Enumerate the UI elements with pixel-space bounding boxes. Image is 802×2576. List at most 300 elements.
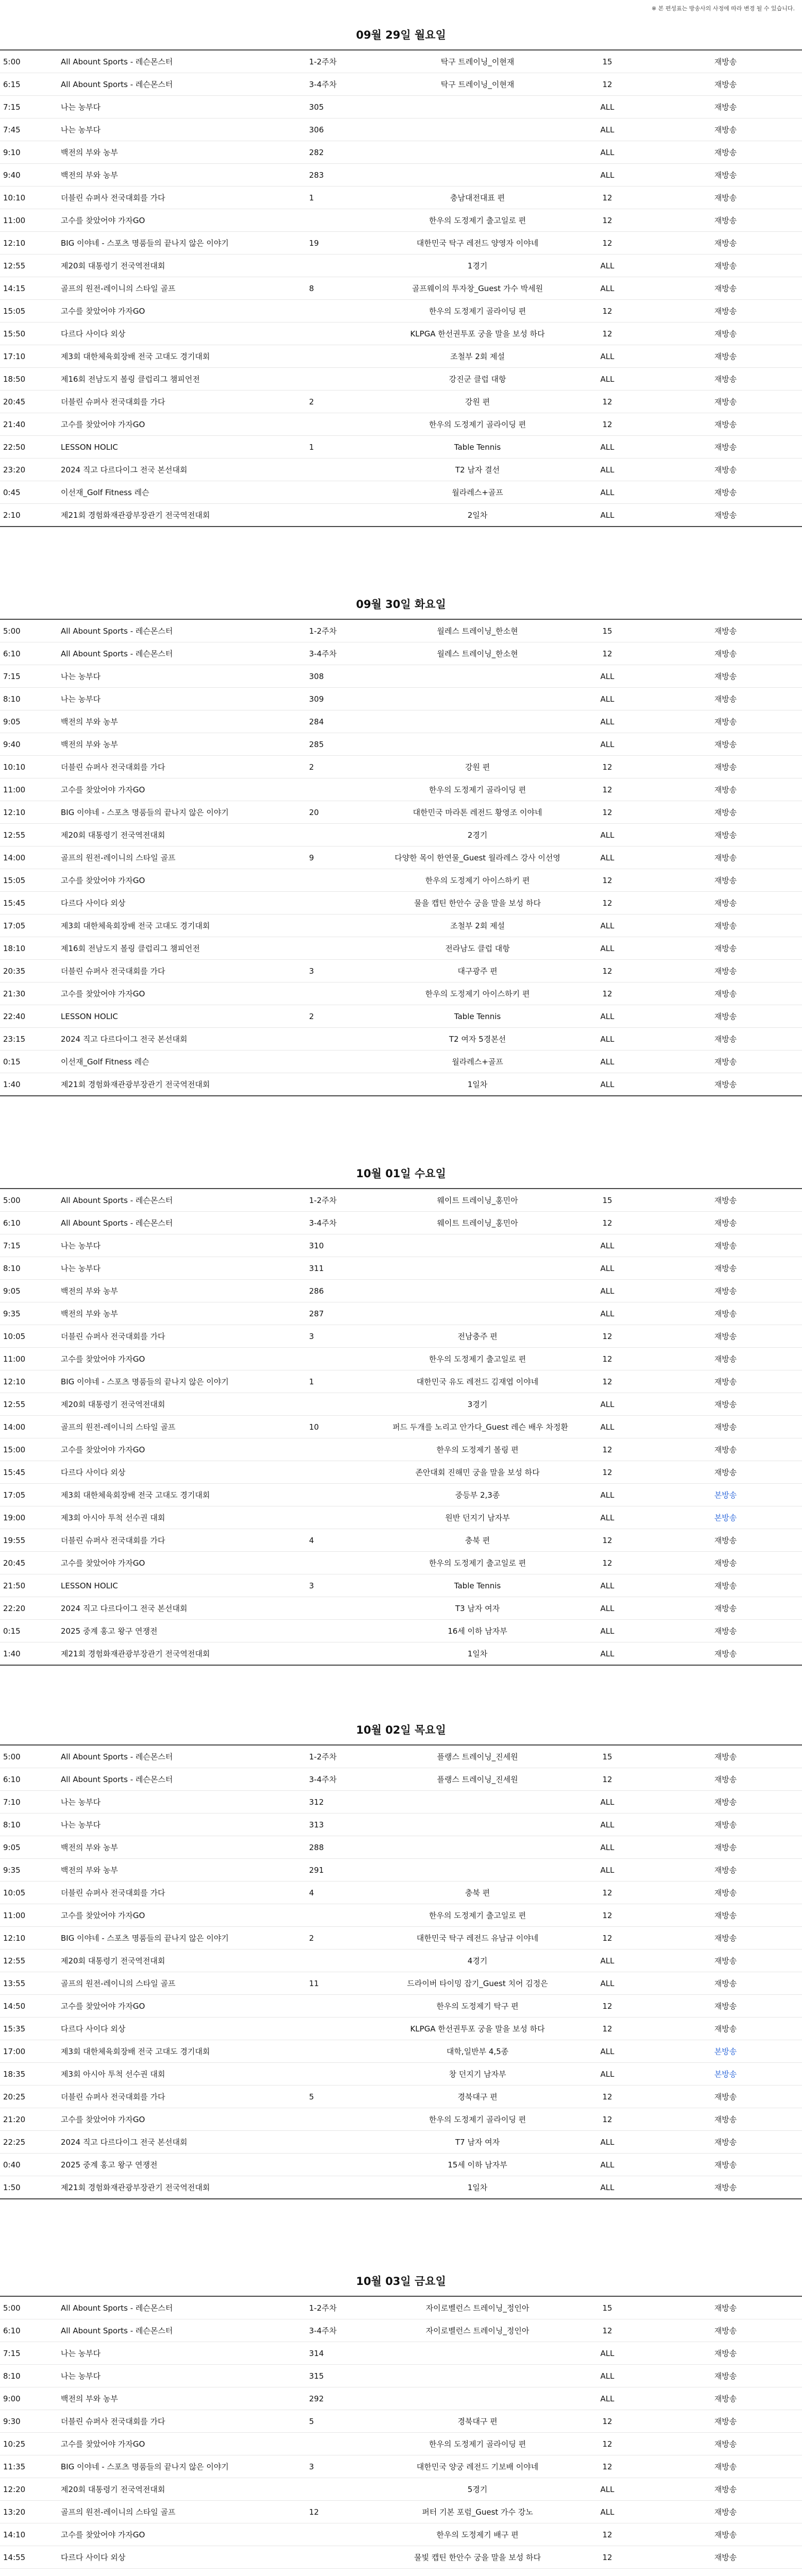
program-cell: 다르다 사이다 외상 xyxy=(58,323,306,345)
time-cell: 14:00 xyxy=(0,846,58,869)
time-cell: 15:00 xyxy=(0,1438,58,1461)
table-row xyxy=(0,436,802,459)
program-cell: 제16회 전남도지 볼링 클럽리그 챔피언전 xyxy=(58,368,306,391)
time-cell xyxy=(0,2569,58,2576)
rating-cell: 15 xyxy=(566,619,649,642)
episode-cell: 312 xyxy=(306,1791,389,1814)
rating-cell: ALL xyxy=(566,2478,649,2501)
time-cell: 21:20 xyxy=(0,2108,58,2131)
status-cell: 재방송 xyxy=(649,391,802,413)
subtitle-cell: 존안대회 진해민 궁을 말을 보성 하다 xyxy=(389,1461,566,1484)
day-title: 09월 29일 월요일 xyxy=(356,29,446,41)
subtitle-cell: T7 남자 여자 xyxy=(389,2131,566,2154)
rating-cell: ALL xyxy=(566,1574,649,1597)
episode-cell xyxy=(306,892,389,914)
time-cell: 6:10 xyxy=(0,642,58,665)
program-cell: All Abount Sports - 레슨몬스터 xyxy=(58,50,306,73)
episode-cell: 305 xyxy=(306,96,389,118)
subtitle-cell: 대구광주 편 xyxy=(389,960,566,982)
rating-cell: ALL xyxy=(566,1280,649,1302)
status-cell: 재방송 xyxy=(649,436,802,459)
subtitle-cell: 충남대전대표 편 xyxy=(389,187,566,209)
program-cell: 2025 중계 홍고 왕구 연쟁전 xyxy=(58,2154,306,2176)
time-cell: 15:05 xyxy=(0,300,58,323)
rating-cell: ALL xyxy=(566,2365,649,2387)
episode-cell xyxy=(306,2176,389,2199)
subtitle-cell xyxy=(389,1836,566,1859)
program-cell: LESSON HOLIC xyxy=(58,1005,306,1028)
status-cell: 재방송 xyxy=(649,1995,802,2018)
episode-cell xyxy=(306,2546,389,2569)
table-row xyxy=(0,1836,802,1859)
status-cell: 재방송 xyxy=(649,1370,802,1393)
table-row xyxy=(0,914,802,937)
status-cell: 재방송 xyxy=(649,118,802,141)
program-cell: 고수를 찾았어야 가자GO xyxy=(58,1904,306,1927)
time-cell: 23:15 xyxy=(0,1028,58,1050)
episode-cell: 313 xyxy=(306,1814,389,1836)
rating-cell: ALL xyxy=(566,1836,649,1859)
table-row xyxy=(0,710,802,733)
subtitle-cell xyxy=(389,1814,566,1836)
program-cell: 제21회 경험화재관광부장관기 전국역전대회 xyxy=(58,2176,306,2199)
time-cell: 10:25 xyxy=(0,2433,58,2455)
program-cell: 백전의 부와 농부 xyxy=(58,733,306,756)
table-row xyxy=(0,2523,802,2546)
episode-cell: 3 xyxy=(306,2455,389,2478)
program-cell: 고수를 찾았어야 가자GO xyxy=(58,869,306,892)
subtitle-cell xyxy=(389,1791,566,1814)
time-cell: 10:05 xyxy=(0,1882,58,1904)
program-cell: 2024 직고 다르다이그 전국 본선대회 xyxy=(58,459,306,481)
rating-cell: ALL xyxy=(566,1393,649,1416)
table-row xyxy=(0,937,802,960)
subtitle-cell: T2 여자 5경본선 xyxy=(389,1028,566,1050)
time-cell: 15:50 xyxy=(0,323,58,345)
program-cell: 골프의 원전-레이니의 스타일 골프 xyxy=(58,1416,306,1438)
subtitle-cell: 한우의 도정제기 골라이딩 편 xyxy=(389,413,566,436)
status-cell: 재방송 xyxy=(649,1597,802,1620)
program-cell: 나는 농부다 xyxy=(58,665,306,688)
time-cell: 1:50 xyxy=(0,2176,58,2199)
rating-cell: 15 xyxy=(566,2296,649,2319)
day-section xyxy=(0,1159,802,1666)
time-cell: 22:40 xyxy=(0,1005,58,1028)
table-row xyxy=(0,2387,802,2410)
program-cell: All Abount Sports - 레슨몬스터 xyxy=(58,2319,306,2342)
program-cell: 제20회 대통령기 전국역전대회 xyxy=(58,2478,306,2501)
status-cell: 재방송 xyxy=(649,710,802,733)
rating-cell: ALL xyxy=(566,1597,649,1620)
subtitle-cell: 한우의 도정제기 아이스하키 편 xyxy=(389,869,566,892)
schedule-table xyxy=(0,1188,802,1666)
program-cell: 2024 직고 다르다이그 전국 본선대회 xyxy=(58,1597,306,1620)
subtitle-cell: 전남충주 편 xyxy=(389,1325,566,1348)
rating-cell: ALL xyxy=(566,1814,649,1836)
program-cell: 백전의 부와 농부 xyxy=(58,164,306,187)
time-cell: 9:30 xyxy=(0,2410,58,2433)
status-cell: 재방송 xyxy=(649,869,802,892)
status-cell: 재방송 xyxy=(649,1745,802,1768)
program-cell: 제21회 경험화재관광부장관기 전국역전대회 xyxy=(58,1073,306,1096)
time-cell: 20:45 xyxy=(0,1552,58,1574)
status-cell: 본방송 xyxy=(649,1484,802,1506)
subtitle-cell: 한우의 도정제기 골라이딩 편 xyxy=(389,2108,566,2131)
status-cell: 재방송 xyxy=(649,1280,802,1302)
time-cell: 15:35 xyxy=(0,2018,58,2040)
subtitle-cell: 한우의 도정제기 골라이딩 편 xyxy=(389,2433,566,2455)
subtitle-cell: 강진군 클럽 대항 xyxy=(389,368,566,391)
table-row xyxy=(0,255,802,277)
subtitle-cell: 월레스 트레이닝_한소현 xyxy=(389,642,566,665)
status-cell: 재방송 xyxy=(649,937,802,960)
table-row xyxy=(0,1370,802,1393)
episode-cell: 1 xyxy=(306,187,389,209)
table-row xyxy=(0,1529,802,1552)
episode-cell: 3-4주차 xyxy=(306,1768,389,1791)
table-row xyxy=(0,277,802,300)
program-cell: All Abount Sports - 레슨몬스터 xyxy=(58,73,306,96)
table-row xyxy=(0,1393,802,1416)
status-cell: 재방송 xyxy=(649,1028,802,1050)
table-row xyxy=(0,2018,802,2040)
rating-cell: ALL xyxy=(566,710,649,733)
rating-cell: ALL xyxy=(566,459,649,481)
table-row xyxy=(0,1814,802,1836)
program-cell: 백전의 부와 농부 xyxy=(58,1302,306,1325)
time-cell: 18:10 xyxy=(0,937,58,960)
episode-cell xyxy=(306,1552,389,1574)
subtitle-cell xyxy=(389,1302,566,1325)
table-row xyxy=(0,1234,802,1257)
program-cell: All Abount Sports - 레슨몬스터 xyxy=(58,642,306,665)
status-cell: 재방송 xyxy=(649,1302,802,1325)
status-cell xyxy=(649,2569,802,2576)
table-row xyxy=(0,1257,802,1280)
rating-cell: 12 xyxy=(566,2018,649,2040)
status-cell: 재방송 xyxy=(649,187,802,209)
rating-cell: ALL xyxy=(566,2501,649,2523)
status-cell: 재방송 xyxy=(649,2501,802,2523)
episode-cell: 5 xyxy=(306,2086,389,2108)
subtitle-cell: T3 남자 여자 xyxy=(389,1597,566,1620)
subtitle-cell: 전라남도 클럽 대항 xyxy=(389,937,566,960)
program-cell: BIG 이야네 - 스포츠 명품들의 끝나지 않은 이야기 xyxy=(58,232,306,255)
status-cell: 재방송 xyxy=(649,141,802,164)
status-cell: 재방송 xyxy=(649,73,802,96)
rating-cell: ALL xyxy=(566,2176,649,2199)
rating-cell: 12 xyxy=(566,1904,649,1927)
subtitle-cell: 15세 이하 남자부 xyxy=(389,2154,566,2176)
program-cell: 고수를 찾았어야 가자GO xyxy=(58,1348,306,1370)
rating-cell: 12 xyxy=(566,1212,649,1234)
program-cell: 제16회 전남도지 볼링 클럽리그 챔피언전 xyxy=(58,937,306,960)
rating-cell: 12 xyxy=(566,1995,649,2018)
time-cell: 13:55 xyxy=(0,1972,58,1995)
rating-cell: 12 xyxy=(566,1552,649,1574)
episode-cell: 3-4주차 xyxy=(306,1212,389,1234)
program-cell: 더블린 슈퍼사 전국대회를 가다 xyxy=(58,187,306,209)
episode-cell: 311 xyxy=(306,1257,389,1280)
status-cell: 재방송 xyxy=(649,1393,802,1416)
rating-cell: 12 xyxy=(566,300,649,323)
program-cell: All Abount Sports - 레슨몬스터 xyxy=(58,1745,306,1768)
subtitle-cell: 1일차 xyxy=(389,2176,566,2199)
table-row xyxy=(0,892,802,914)
table-row xyxy=(0,688,802,710)
time-cell: 19:55 xyxy=(0,1529,58,1552)
time-cell: 7:45 xyxy=(0,118,58,141)
status-cell: 재방송 xyxy=(649,323,802,345)
program-cell: 2025 중계 홍고 왕구 연쟁전 xyxy=(58,1620,306,1642)
status-cell: 재방송 xyxy=(649,1050,802,1073)
status-cell: 재방송 xyxy=(649,1574,802,1597)
table-row xyxy=(0,2342,802,2365)
table-row xyxy=(0,1416,802,1438)
schedule-table xyxy=(0,619,802,1096)
table-row xyxy=(0,1484,802,1506)
program-cell: 백전의 부와 농부 xyxy=(58,1280,306,1302)
table-row xyxy=(0,1768,802,1791)
program-cell: 골프의 원전-레이니의 스타일 골프 xyxy=(58,277,306,300)
time-cell: 5:00 xyxy=(0,1189,58,1212)
table-row xyxy=(0,2176,802,2199)
rating-cell: ALL xyxy=(566,2063,649,2086)
program-cell: 더블린 슈퍼사 전국대회를 가다 xyxy=(58,960,306,982)
table-row xyxy=(0,2569,802,2576)
program-cell: 이선재_Golf Fitness 레슨 xyxy=(58,481,306,504)
subtitle-cell: 한우의 도정제기 출고일로 편 xyxy=(389,1348,566,1370)
rating-cell: 12 xyxy=(566,2546,649,2569)
status-cell: 재방송 xyxy=(649,2131,802,2154)
subtitle-cell xyxy=(389,1234,566,1257)
subtitle-cell: 웨이트 트레이닝_홍민아 xyxy=(389,1189,566,1212)
table-row xyxy=(0,2063,802,2086)
table-row xyxy=(0,1859,802,1882)
program-cell: 백전의 부와 농부 xyxy=(58,1859,306,1882)
program-cell: 다르다 사이다 외상 xyxy=(58,2018,306,2040)
program-cell: 2024 직고 다르다이그 전국 본선대회 xyxy=(58,2131,306,2154)
episode-cell: 20 xyxy=(306,801,389,824)
subtitle-cell xyxy=(389,688,566,710)
rating-cell: ALL xyxy=(566,436,649,459)
time-cell: 20:45 xyxy=(0,391,58,413)
rating-cell: ALL xyxy=(566,277,649,300)
status-cell: 본방송 xyxy=(649,2040,802,2063)
program-cell: 더블린 슈퍼사 전국대회를 가다 xyxy=(58,1882,306,1904)
subtitle-cell: 자이로벨런스 트레이닝_정인아 xyxy=(389,2319,566,2342)
subtitle-cell xyxy=(389,96,566,118)
rating-cell: 12 xyxy=(566,323,649,345)
status-cell: 재방송 xyxy=(649,1791,802,1814)
status-cell: 재방송 xyxy=(649,300,802,323)
rating-cell: 12 xyxy=(566,1438,649,1461)
table-row xyxy=(0,1028,802,1050)
subtitle-cell: 대학,일반부 4,5종 xyxy=(389,2040,566,2063)
program-cell: 제20회 대통령기 전국역전대회 xyxy=(58,255,306,277)
episode-cell xyxy=(306,2040,389,2063)
subtitle-cell xyxy=(389,118,566,141)
status-cell: 재방송 xyxy=(649,1552,802,1574)
subtitle-cell: 탁구 트레이닝_이현재 xyxy=(389,50,566,73)
rating-cell: ALL xyxy=(566,1972,649,1995)
episode-cell: 3 xyxy=(306,960,389,982)
episode-cell: 282 xyxy=(306,141,389,164)
day-title: 10월 01일 수요일 xyxy=(356,1167,446,1180)
time-cell: 17:10 xyxy=(0,345,58,368)
table-row xyxy=(0,2478,802,2501)
status-cell: 재방송 xyxy=(649,756,802,778)
episode-cell xyxy=(306,2063,389,2086)
status-cell: 재방송 xyxy=(649,892,802,914)
rating-cell: 12 xyxy=(566,1348,649,1370)
table-row xyxy=(0,209,802,232)
status-cell: 재방송 xyxy=(649,277,802,300)
time-cell: 22:50 xyxy=(0,436,58,459)
rating-cell: ALL xyxy=(566,1484,649,1506)
table-row xyxy=(0,1597,802,1620)
episode-cell: 12 xyxy=(306,2501,389,2523)
status-cell: 재방송 xyxy=(649,1257,802,1280)
episode-cell xyxy=(306,2108,389,2131)
program-cell: All Abount Sports - 레슨몬스터 xyxy=(58,2296,306,2319)
table-row xyxy=(0,1461,802,1484)
status-cell: 재방송 xyxy=(649,688,802,710)
rating-cell: 12 xyxy=(566,1529,649,1552)
time-cell: 11:00 xyxy=(0,209,58,232)
table-row xyxy=(0,869,802,892)
subtitle-cell: 대한민국 마라톤 레전드 황영조 이야네 xyxy=(389,801,566,824)
rating-cell: 12 xyxy=(566,1927,649,1950)
subtitle-cell: Table Tennis xyxy=(389,1574,566,1597)
table-row xyxy=(0,846,802,869)
time-cell: 5:00 xyxy=(0,619,58,642)
day-section xyxy=(0,21,802,527)
subtitle-cell: 대한민국 탁구 레전드 유남규 이야네 xyxy=(389,1927,566,1950)
rating-cell: ALL xyxy=(566,481,649,504)
time-cell: 8:10 xyxy=(0,1814,58,1836)
episode-cell xyxy=(306,323,389,345)
status-cell: 재방송 xyxy=(649,1416,802,1438)
table-row xyxy=(0,642,802,665)
time-cell: 1:40 xyxy=(0,1073,58,1096)
rating-cell: ALL xyxy=(566,2040,649,2063)
time-cell: 8:10 xyxy=(0,1257,58,1280)
episode-cell xyxy=(306,1073,389,1096)
status-cell: 재방송 xyxy=(649,2478,802,2501)
table-row xyxy=(0,801,802,824)
time-cell: 15:05 xyxy=(0,869,58,892)
status-cell: 재방송 xyxy=(649,1814,802,1836)
program-cell: 다르다 사이다 외상 xyxy=(58,892,306,914)
rating-cell: 15 xyxy=(566,1745,649,1768)
program-cell: 고수를 찾았어야 가자GO xyxy=(58,1438,306,1461)
status-cell: 재방송 xyxy=(649,164,802,187)
subtitle-cell: 2경기 xyxy=(389,824,566,846)
status-cell: 재방송 xyxy=(649,209,802,232)
time-cell: 13:20 xyxy=(0,2501,58,2523)
rating-cell: ALL xyxy=(566,2131,649,2154)
status-cell: 재방송 xyxy=(649,2433,802,2455)
subtitle-cell: 대한민국 양궁 레전드 기보배 이야네 xyxy=(389,2455,566,2478)
table-row xyxy=(0,1438,802,1461)
episode-cell xyxy=(306,1950,389,1972)
status-cell: 재방송 xyxy=(649,2546,802,2569)
program-cell: 제3회 대한체육회장배 전국 고대도 경기대회 xyxy=(58,345,306,368)
rating-cell: ALL xyxy=(566,1620,649,1642)
table-row xyxy=(0,1620,802,1642)
subtitle-cell: 충북 편 xyxy=(389,1882,566,1904)
time-cell: 11:00 xyxy=(0,778,58,801)
program-cell: 고수를 찾았어야 가자GO xyxy=(58,2523,306,2546)
episode-cell: 10 xyxy=(306,1416,389,1438)
rating-cell: 15 xyxy=(566,50,649,73)
table-row xyxy=(0,2154,802,2176)
time-cell: 0:40 xyxy=(0,2154,58,2176)
time-cell: 19:00 xyxy=(0,1506,58,1529)
program-cell: 더블린 슈퍼사 전국대회를 가다 xyxy=(58,2410,306,2433)
episode-cell: 1-2주차 xyxy=(306,619,389,642)
subtitle-cell: 웨이트 트레이닝_홍민아 xyxy=(389,1212,566,1234)
subtitle-cell: 중등부 2,3종 xyxy=(389,1484,566,1506)
program-cell: 고수를 찾았어야 가자GO xyxy=(58,982,306,1005)
table-row xyxy=(0,960,802,982)
rating-cell: ALL xyxy=(566,368,649,391)
status-cell: 재방송 xyxy=(649,2410,802,2433)
program-cell: 고수를 찾았어야 가자GO xyxy=(58,1552,306,1574)
table-row xyxy=(0,232,802,255)
time-cell: 10:10 xyxy=(0,756,58,778)
program-cell: 백전의 부와 농부 xyxy=(58,1836,306,1859)
program-cell: 골프의 원전-레이니의 스타일 골프 xyxy=(58,2501,306,2523)
rating-cell: ALL xyxy=(566,164,649,187)
status-cell: 재방송 xyxy=(649,2455,802,2478)
status-cell: 재방송 xyxy=(649,824,802,846)
rating-cell: 12 xyxy=(566,2410,649,2433)
program-cell: 고수를 찾았어야 가자GO xyxy=(58,2108,306,2131)
time-cell: 23:20 xyxy=(0,459,58,481)
status-cell: 재방송 xyxy=(649,1005,802,1028)
status-cell: 재방송 xyxy=(649,1073,802,1096)
program-cell: 나는 농부다 xyxy=(58,1791,306,1814)
time-cell: 12:10 xyxy=(0,1927,58,1950)
program-cell: 고수를 찾았어야 가자GO xyxy=(58,778,306,801)
time-cell: 0:15 xyxy=(0,1050,58,1073)
table-row xyxy=(0,1995,802,2018)
schedule-table xyxy=(0,2296,802,2576)
status-cell: 재방송 xyxy=(649,2319,802,2342)
table-row xyxy=(0,164,802,187)
subtitle-cell: 한우의 도정제기 골라이딩 편 xyxy=(389,778,566,801)
rating-cell: 12 xyxy=(566,73,649,96)
rating-cell: 12 xyxy=(566,982,649,1005)
rating-cell: 12 xyxy=(566,209,649,232)
table-row xyxy=(0,1745,802,1768)
subtitle-cell: 한우의 도정제기 볼링 편 xyxy=(389,1438,566,1461)
episode-cell xyxy=(306,1995,389,2018)
status-cell: 본방송 xyxy=(649,2063,802,2086)
time-cell: 9:05 xyxy=(0,1836,58,1859)
table-row xyxy=(0,481,802,504)
status-cell: 재방송 xyxy=(649,2018,802,2040)
subtitle-cell: 경북대구 편 xyxy=(389,2086,566,2108)
episode-cell xyxy=(306,2478,389,2501)
program-cell: 제20회 대통령기 전국역전대회 xyxy=(58,824,306,846)
table-row xyxy=(0,619,802,642)
rating-cell: 12 xyxy=(566,413,649,436)
subtitle-cell xyxy=(389,2569,566,2576)
table-row xyxy=(0,187,802,209)
